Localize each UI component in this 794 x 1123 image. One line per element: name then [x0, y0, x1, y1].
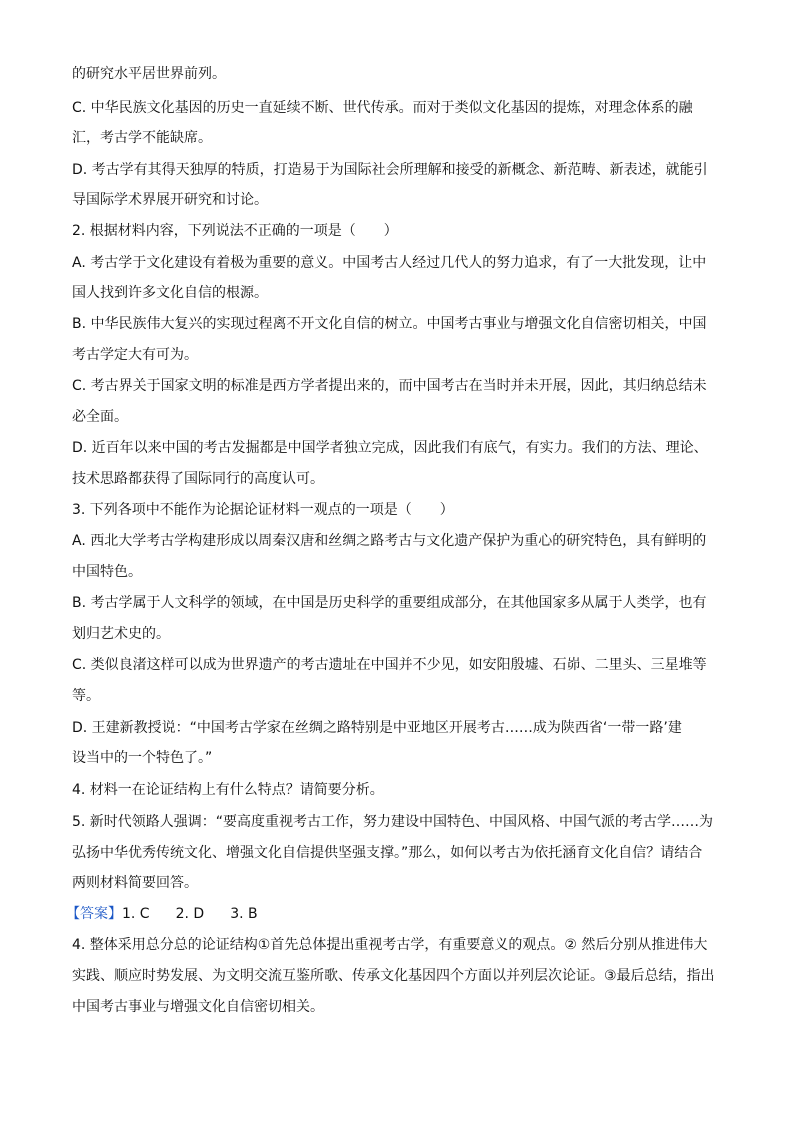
text-line: C. 考古界关于国家文明的标准是西方学者提出来的，而中国考古在当时并未开展，因此，其归纳总结未	[72, 378, 707, 394]
text-line: 中国特色。	[72, 564, 142, 580]
answer-item: 1. C	[122, 906, 150, 922]
answer-item: 3. B	[230, 906, 258, 922]
text-line: A. 考古学于文化建设有着极为重要的意义。中国考古人经过几代人的努力追求，有了一大批发现，让中	[72, 255, 707, 271]
question-4: 4. 材料一在论证结构上有什么特点？请简要分析。	[72, 782, 384, 798]
answer-line	[66, 904, 726, 924]
text-line: 必全面。	[72, 409, 128, 425]
text-line: 汇，考古学不能缺席。	[72, 130, 212, 146]
text-line: 考古学定大有可为。	[72, 347, 198, 363]
text-line: 技术思路都获得了国际同行的高度认可。	[72, 471, 324, 487]
answer-text-line: 4. 整体采用总分总的论证结构①首先总体提出重视考古学，有重要意义的观点。② 然后分别从推进伟大	[72, 937, 708, 953]
text-line: 两则材料简要回答。	[72, 875, 198, 891]
text-line: B. 中华民族伟大复兴的实现过程离不开文化自信的树立。中国考古事业与增强文化自信密切相关，中国	[72, 316, 707, 332]
text-line: C. 类似良渚这样可以成为世界遗产的考古遗址在中国并不少见，如安阳殷墟、石峁、二里头、三星堆等	[72, 657, 707, 673]
answer-text-line: 中国考古事业与增强文化自信密切相关。	[72, 999, 324, 1015]
text-line: 的研究水平居世界前列。	[72, 66, 226, 82]
text-line: D. 王建新教授说：“中国考古学家在丝绸之路特别是中亚地区开展考古……成为陕西省‘一带一路’建	[72, 720, 682, 736]
question-3: 3. 下列各项中不能作为论据论证材料一观点的一项是（ ）	[72, 502, 454, 518]
text-line: A. 西北大学考古学构建形成以周秦汉唐和丝绸之路考古与文化遗产保护为重心的研究特色，具有鲜明的	[72, 533, 707, 549]
text-line: 等。	[72, 688, 100, 704]
text-line: 划归艺术史的。	[72, 626, 170, 642]
text-line: 导国际学术界展开研究和讨论。	[72, 192, 268, 208]
text-line: C. 中华民族文化基因的历史一直延续不断、世代传承。而对于类似文化基因的提炼，对理念体系的融	[72, 100, 693, 116]
answer-tag: 【答案】	[66, 906, 122, 922]
text-line: D. 近百年以来中国的考古发掘都是中国学者独立完成，因此我们有底气，有实力。我们的方法、理论、	[72, 440, 708, 456]
text-line: 弘扬中华优秀传统文化、增强文化自信提供坚强支撑。”那么，如何以考古为依托涵育文化自信？请结合	[72, 845, 703, 861]
text-line: B. 考古学属于人文科学的领域，在中国是历史科学的重要组成部分，在其他国家多从属于人类学，也有	[72, 595, 707, 611]
answer-item: 2. D	[175, 906, 205, 922]
answer-text-line: 实践、顺应时势发展、为文明交流互鉴所歌、传承文化基因四个方面以并列层次论证。③最后总结，指出	[72, 968, 715, 984]
text-line: D. 考古学有其得天独厚的特质，打造易于为国际社会所理解和接受的新概念、新范畴、新表述，就能引	[72, 162, 708, 178]
question-2: 2. 根据材料内容，下列说法不正确的一项是（ ）	[72, 223, 398, 239]
question-5: 5. 新时代领路人强调：“要高度重视考古工作，努力建设中国特色、中国风格、中国气派的考古学……为	[72, 814, 714, 830]
text-line: 国人找到许多文化自信的根源。	[72, 285, 268, 301]
text-line: 设当中的一个特色了。”	[72, 750, 213, 766]
